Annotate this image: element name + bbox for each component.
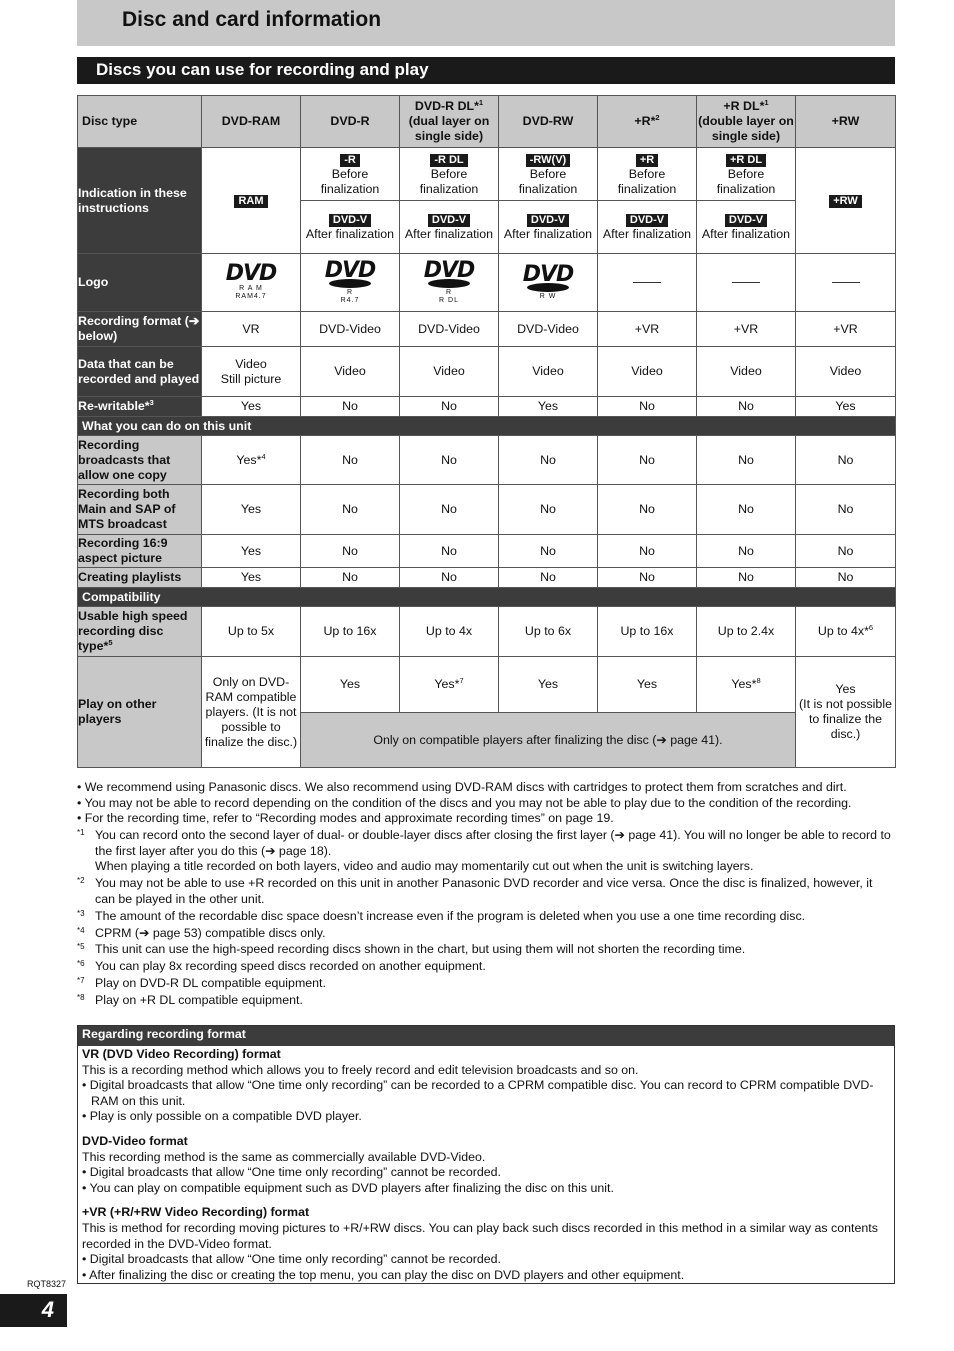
table-cell: Yes: [202, 485, 301, 535]
indication-before: -RW(V) Before finalization: [499, 148, 598, 201]
table-cell: No: [499, 535, 598, 568]
page-number: 4: [0, 1294, 67, 1327]
badge: DVD-V: [527, 214, 569, 227]
footnote: *2 You may not be able to use +R recorded on this unit in another Panasonic DVD recorder and vice versa. Once the disc is finalized, however, it can be played in the other unit.: [77, 876, 873, 906]
compatibility-band: Compatibility: [78, 588, 896, 607]
bullet-item: • For the recording time, refer to “Recording modes and approximate recording times” on page 19.: [77, 811, 614, 826]
table-cell: No: [400, 436, 499, 485]
indication-after: DVD-V After finalization: [598, 201, 697, 254]
recording-format-row: [78, 312, 896, 347]
sap-label: Recording both Main and SAP of MTS broadcast: [78, 485, 202, 535]
footnote: *8 Play on +R DL compatible equipment.: [77, 993, 303, 1008]
table-cell: No: [301, 436, 400, 485]
section-title: Discs you can use for recording and play: [77, 57, 895, 84]
play-other-plus-rw: Yes (It is not possible to finalize the disc.): [796, 657, 896, 768]
table-cell: No: [697, 535, 796, 568]
bullet-item: • After finalizing the disc or creating the top menu, you can play the disc on DVD players and other equipment.: [82, 1267, 685, 1282]
table-cell: Yes*$^8$: [697, 657, 796, 713]
data-recorded-row: [78, 347, 896, 397]
plus-vr-intro: This is method for recording moving pictures to +R/+RW discs. You can play back such discs recorded in this method in a similar way as contents recorded in the DVD-Video format.: [82, 1220, 878, 1251]
col-dvd-ram: DVD-RAM: [202, 96, 301, 148]
table-cell: No: [598, 535, 697, 568]
table-cell: No: [598, 436, 697, 485]
table-cell: DVD-Video: [301, 312, 400, 347]
badge: -R: [340, 154, 360, 167]
logo-dvd-ram: [202, 254, 301, 312]
table-cell: No: [400, 485, 499, 535]
table-cell: No: [301, 535, 400, 568]
model-code: RQT8327: [27, 1279, 67, 1289]
table-cell: No: [697, 568, 796, 588]
table-cell: No: [697, 436, 796, 485]
dash: [633, 282, 661, 283]
logo-label: Logo: [78, 254, 202, 312]
footnote-continued: When playing a title recorded on both layers, video and audio may momentarily cut out when the unit is switching layers.: [95, 859, 754, 874]
footnote: *7 Play on DVD-R DL compatible equipment.: [77, 976, 326, 991]
table-cell: No: [301, 397, 400, 417]
rewritable-label: Re-writable*$^3$: [78, 397, 202, 417]
col-dvd-r: DVD-R: [301, 96, 400, 148]
disc-type-label: Disc type: [78, 96, 202, 148]
table-cell: Yes*$^7$: [400, 657, 499, 713]
rewritable-row: [78, 397, 896, 417]
table-cell: Yes: [598, 657, 697, 713]
what-you-can-do-band: What you can do on this unit: [78, 417, 896, 436]
table-cell: Video: [697, 347, 796, 397]
logo-dvd-r-dl: [400, 254, 499, 312]
table-cell: +VR: [598, 312, 697, 347]
table-cell: Yes: [202, 397, 301, 417]
table-cell: No: [499, 568, 598, 588]
indication-label: Indication in these instructions: [78, 148, 202, 254]
footnote: *4 CPRM (➔ page 53) compatible discs only.: [77, 925, 326, 940]
logo-dvd-r: [301, 254, 400, 312]
sap-row: [78, 485, 896, 535]
table-cell: Yes: [796, 397, 896, 417]
dvd-ram-logo-icon: DVD R A M RAM4.7: [225, 261, 277, 300]
badge: DVD-V: [428, 214, 470, 227]
logo-none: [697, 254, 796, 312]
table-cell: No: [499, 485, 598, 535]
table-cell: Video: [400, 347, 499, 397]
vr-intro: This is a recording method which allows you to freely record and edit television broadcasts and so on.: [82, 1062, 639, 1077]
bullet-item: • Digital broadcasts that allow “One time only recording” cannot be recorded.: [82, 1252, 501, 1267]
table-cell: Video: [499, 347, 598, 397]
table-cell: Yes: [499, 657, 598, 713]
dash: [732, 282, 760, 283]
badge: DVD-V: [626, 214, 668, 227]
bullet-item: • Digital broadcasts that allow “One time only recording” can be recorded to a CPRM compatible disc. You can record to CPRM compatible DVD-RAM on this unit.: [82, 1078, 874, 1108]
bullet-item: • We recommend using Panasonic discs. We also recommend using DVD-RAM discs with cartridges to protect them from scratches and dirt.: [77, 780, 847, 794]
playlists-label: Creating playlists: [78, 568, 202, 588]
bullet-item: • Play is only possible on a compatible DVD player.: [82, 1109, 362, 1124]
table-cell: VR: [202, 312, 301, 347]
dvd-rw-logo-icon: DVD R W: [522, 261, 574, 300]
play-other-label: Play on other players: [78, 657, 202, 768]
disc-table: [77, 95, 896, 768]
indication-after: DVD-V After finalization: [499, 201, 598, 254]
dvd-r-dl-logo-icon: DVD R R DL: [423, 257, 475, 304]
playlists-row: [78, 568, 896, 588]
bullet-item: • You can play on compatible equipment such as DVD players after finalizing the disc on this unit.: [82, 1180, 614, 1195]
col-dvd-r-dl: DVD-R DL*$^1$ (dual layer on single side): [400, 96, 499, 148]
indication-row-before: [78, 148, 896, 201]
vr-heading: VR (DVD Video Recording) format: [82, 1047, 281, 1061]
play-other-ram: Only on DVD-RAM compatible players. (It is not possible to finalize the disc.): [202, 657, 301, 768]
table-cell: Yes: [499, 397, 598, 417]
indication-before: +R Before finalization: [598, 148, 697, 201]
col-plus-r-dl: +R DL*$^1$ (double layer on single side): [697, 96, 796, 148]
indication-before: -R DL Before finalization: [400, 148, 499, 201]
table-cell: DVD-Video: [499, 312, 598, 347]
high-speed-label: Usable high speed recording disc type*$^5$: [78, 607, 202, 657]
one-copy-row: [78, 436, 896, 485]
indication-after: DVD-V After finalization: [301, 201, 400, 254]
table-cell: Video: [598, 347, 697, 397]
badge: -RW(V): [526, 154, 570, 167]
table-cell: No: [598, 397, 697, 417]
table-cell: DVD-Video: [400, 312, 499, 347]
table-cell: Up to 6x: [499, 607, 598, 657]
finalize-note: Only on compatible players after finalizing the disc (➔ page 41).: [301, 713, 796, 768]
badge: DVD-V: [329, 214, 371, 227]
logo-dvd-rw: [499, 254, 598, 312]
aspect-label: Recording 16:9 aspect picture: [78, 535, 202, 568]
data-recorded-label: Data that can be recorded and played: [78, 347, 202, 397]
table-cell: No: [400, 568, 499, 588]
footnote: *5 This unit can use the high-speed recording discs shown in the chart, but using them will not shorten the recording time.: [77, 942, 746, 957]
logo-none: [598, 254, 697, 312]
page-title: Disc and card information: [77, 0, 895, 46]
aspect-row: [78, 535, 896, 568]
table-cell: No: [400, 535, 499, 568]
high-speed-row: [78, 607, 896, 657]
table-cell: Yes: [202, 568, 301, 588]
table-cell: No: [697, 485, 796, 535]
logo-row: [78, 254, 896, 312]
dvd-video-intro: This recording method is the same as commercially available DVD-Video.: [82, 1149, 486, 1164]
rw-badge: +RW: [829, 195, 862, 208]
table-cell: No: [301, 485, 400, 535]
recording-format-box: [77, 1025, 895, 1284]
footnote: *1 You can record onto the second layer of dual- or double-layer discs after closing the first layer (➔ page 41). You will no longer be able to record to the first layer after you do this (➔ page 18).: [77, 828, 891, 858]
header-row: [78, 96, 896, 148]
notes: [77, 780, 895, 1009]
one-copy-label: Recording broadcasts that allow one copy: [78, 436, 202, 485]
table-cell: Video Still picture: [202, 347, 301, 397]
play-other-row: [78, 657, 896, 713]
table-cell: No: [499, 436, 598, 485]
ram-badge: RAM: [234, 195, 267, 208]
table-cell: No: [796, 535, 896, 568]
bullet-item: • Digital broadcasts that allow “One time only recording” cannot be recorded.: [82, 1165, 501, 1180]
footnote: *6 You can play 8x recording speed discs recorded on another equipment.: [77, 959, 486, 974]
footnote: *3 The amount of the recordable disc space doesn’t increase even if the program is deleted when you use a one time recording disc.: [77, 908, 806, 923]
table-cell: No: [796, 436, 896, 485]
indication-rw: [796, 148, 896, 254]
table-cell: Up to 16x: [598, 607, 697, 657]
table-cell: Up to 2.4x: [697, 607, 796, 657]
table-cell: No: [598, 485, 697, 535]
badge: -R DL: [430, 154, 467, 167]
badge: DVD-V: [725, 214, 767, 227]
plus-vr-heading: +VR (+R/+RW Video Recording) format: [82, 1205, 310, 1220]
table-cell: No: [301, 568, 400, 588]
indication-before: -R Before finalization: [301, 148, 400, 201]
table-cell: Up to 5x: [202, 607, 301, 657]
table-cell: +VR: [697, 312, 796, 347]
table-cell: No: [598, 568, 697, 588]
table-cell: No: [400, 397, 499, 417]
table-cell: Yes*$^4$: [202, 436, 301, 485]
table-cell: Video: [301, 347, 400, 397]
indication-after: DVD-V After finalization: [400, 201, 499, 254]
table-cell: Yes: [202, 535, 301, 568]
indication-before: +R DL Before finalization: [697, 148, 796, 201]
dvd-video-heading: DVD-Video format: [82, 1133, 188, 1148]
col-plus-r: +R*$^2$: [598, 96, 697, 148]
table-cell: Up to 16x: [301, 607, 400, 657]
col-dvd-rw: DVD-RW: [499, 96, 598, 148]
badge: +R: [636, 154, 658, 167]
table-cell: No: [697, 397, 796, 417]
table-cell: No: [796, 485, 896, 535]
badge: +R DL: [726, 154, 766, 167]
table-cell: Up to 4x*$^6$: [796, 607, 896, 657]
table-cell: Yes: [301, 657, 400, 713]
indication-after: DVD-V After finalization: [697, 201, 796, 254]
table-cell: +VR: [796, 312, 896, 347]
table-cell: No: [796, 568, 896, 588]
dvd-r-logo-icon: DVD R R4.7: [324, 257, 376, 304]
recording-format-box-title: Regarding recording format: [78, 1026, 894, 1046]
recording-format-label: Recording format (➔ below): [78, 312, 202, 347]
indication-ram: [202, 148, 301, 254]
table-cell: Up to 4x: [400, 607, 499, 657]
table-cell: Video: [796, 347, 896, 397]
bullet-item: • You may not be able to record depending on the condition of the discs and you may not be able to play due to the condition of the recording.: [77, 795, 852, 810]
dash: [832, 282, 860, 283]
col-plus-rw: +RW: [796, 96, 896, 148]
logo-none: [796, 254, 896, 312]
